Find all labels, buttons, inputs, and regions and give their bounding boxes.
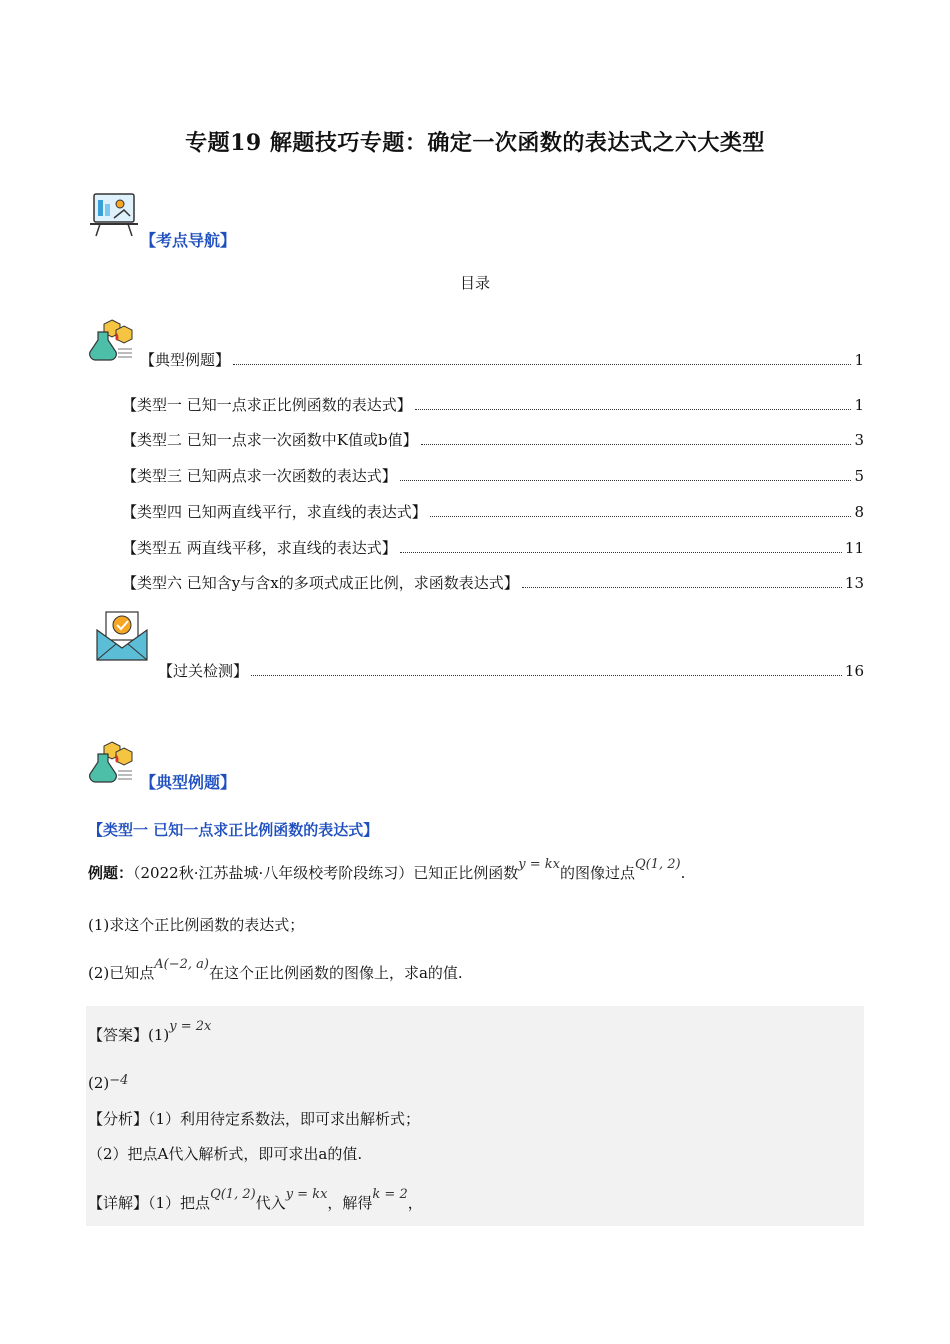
- page-title: 专题19 解题技巧专题：确定一次函数的表达式之六大类型: [185, 130, 765, 156]
- toc-leader: [233, 363, 851, 365]
- math-answer-1: y = 2x: [169, 1019, 212, 1034]
- toc-page-number: 1: [854, 396, 864, 414]
- toc-page-number: 5: [854, 467, 864, 485]
- toc-page-number: 11: [844, 539, 864, 557]
- toc-leader: [522, 586, 842, 588]
- example-line: [88, 857, 686, 886]
- math-answer-2: −4: [109, 1073, 129, 1088]
- envelope-check-icon: [94, 608, 150, 662]
- toc-entry-type-5[interactable]: [122, 538, 864, 558]
- toc-leader: [400, 479, 852, 481]
- toc-entry-label: 【类型四 已知两直线平行，求直线的表达式】: [122, 503, 427, 521]
- math-point-a: A(−2, a): [154, 957, 209, 972]
- detail-text: （1）把点: [148, 1194, 211, 1212]
- question-2: [88, 957, 463, 986]
- math-y-kx: y = kx: [285, 1187, 328, 1202]
- answer-line-1: [88, 1019, 212, 1048]
- toc-title: 目录: [459, 274, 490, 292]
- toc-entry-label: 【类型一 已知一点求正比例函数的表达式】: [122, 396, 412, 414]
- answer-label: 【答案】: [88, 1026, 149, 1044]
- toc-entry-type-4[interactable]: [122, 502, 864, 522]
- toc-entry-label: 【过关检测】: [158, 662, 249, 680]
- analysis-text: （1）利用待定系数法，即可求出解析式；: [148, 1110, 421, 1128]
- toc-entry-type-1[interactable]: [122, 395, 864, 415]
- toc-entry-label: 【类型二 已知一点求一次函数中K值或b值】: [122, 431, 418, 449]
- toc-leader: [251, 674, 842, 676]
- detail-text: ，: [407, 1194, 423, 1212]
- toc-entry-type-6[interactable]: [122, 573, 864, 593]
- toc-entry-label: 【典型例题】: [140, 351, 231, 369]
- toc-leader: [430, 515, 852, 517]
- toc-entry-type-3[interactable]: [122, 466, 864, 486]
- toc-leader: [421, 443, 852, 445]
- toc-entry-examples[interactable]: [140, 350, 864, 370]
- question-text: (2)已知点: [88, 964, 155, 982]
- toc-page-number: 8: [854, 503, 864, 521]
- example-label: 例题：: [88, 864, 134, 882]
- toc-entry-type-2[interactable]: [122, 430, 864, 450]
- math-y-kx: y = kx: [518, 857, 560, 872]
- question-text: 在这个正比例函数的图像上，求a的值.: [208, 964, 463, 982]
- detail-text: ，解得: [327, 1194, 373, 1212]
- example-text: .: [680, 864, 686, 882]
- toc-entry-check[interactable]: [158, 661, 864, 681]
- toc-entry-label: 【类型六 已知含y与含x的多项式成正比例，求函数表达式】: [122, 574, 519, 592]
- toc-entry-label: 【类型三 已知两点求一次函数的表达式】: [122, 467, 397, 485]
- detail-label: 【详解】: [88, 1194, 149, 1212]
- analysis-line-2: （2）把点A代入解析式，即可求出a的值.: [88, 1145, 363, 1163]
- nav-heading: 【考点导航】: [140, 231, 237, 250]
- question-1: (1)求这个正比例函数的表达式；: [88, 916, 305, 934]
- flask-icon: [88, 740, 136, 786]
- toc-page-number: 13: [844, 574, 864, 592]
- toc-leader: [400, 551, 842, 553]
- math-k-value: k = 2: [372, 1187, 408, 1202]
- detail-text: 代入: [255, 1194, 286, 1212]
- answer-prefix: (2): [88, 1074, 110, 1092]
- toc-entry-label: 【类型五 两直线平移，求直线的表达式】: [122, 539, 397, 557]
- analysis-line-1: [88, 1108, 420, 1130]
- detail-line: [88, 1187, 423, 1216]
- toc-page-number: 3: [854, 431, 864, 449]
- presentation-board-icon: [88, 190, 140, 238]
- toc-page-number: 16: [844, 662, 864, 680]
- example-text: 的图像过点: [559, 864, 635, 882]
- flask-icon: [88, 318, 136, 364]
- toc-page-number: 1: [854, 351, 864, 369]
- example-text: （2022秋·江苏盐城·八年级校考阶段练习）已知正比例函数: [133, 864, 519, 882]
- type1-heading: 【类型一 已知一点求正比例函数的表达式】: [88, 821, 379, 839]
- math-point-q: Q(1, 2): [210, 1187, 256, 1202]
- analysis-label: 【分析】: [88, 1110, 149, 1128]
- answer-prefix: (1): [148, 1026, 170, 1044]
- section-heading: 【典型例题】: [140, 773, 237, 792]
- math-point-q: Q(1, 2): [634, 857, 681, 872]
- toc-leader: [415, 408, 852, 410]
- answer-line-2: [88, 1072, 128, 1096]
